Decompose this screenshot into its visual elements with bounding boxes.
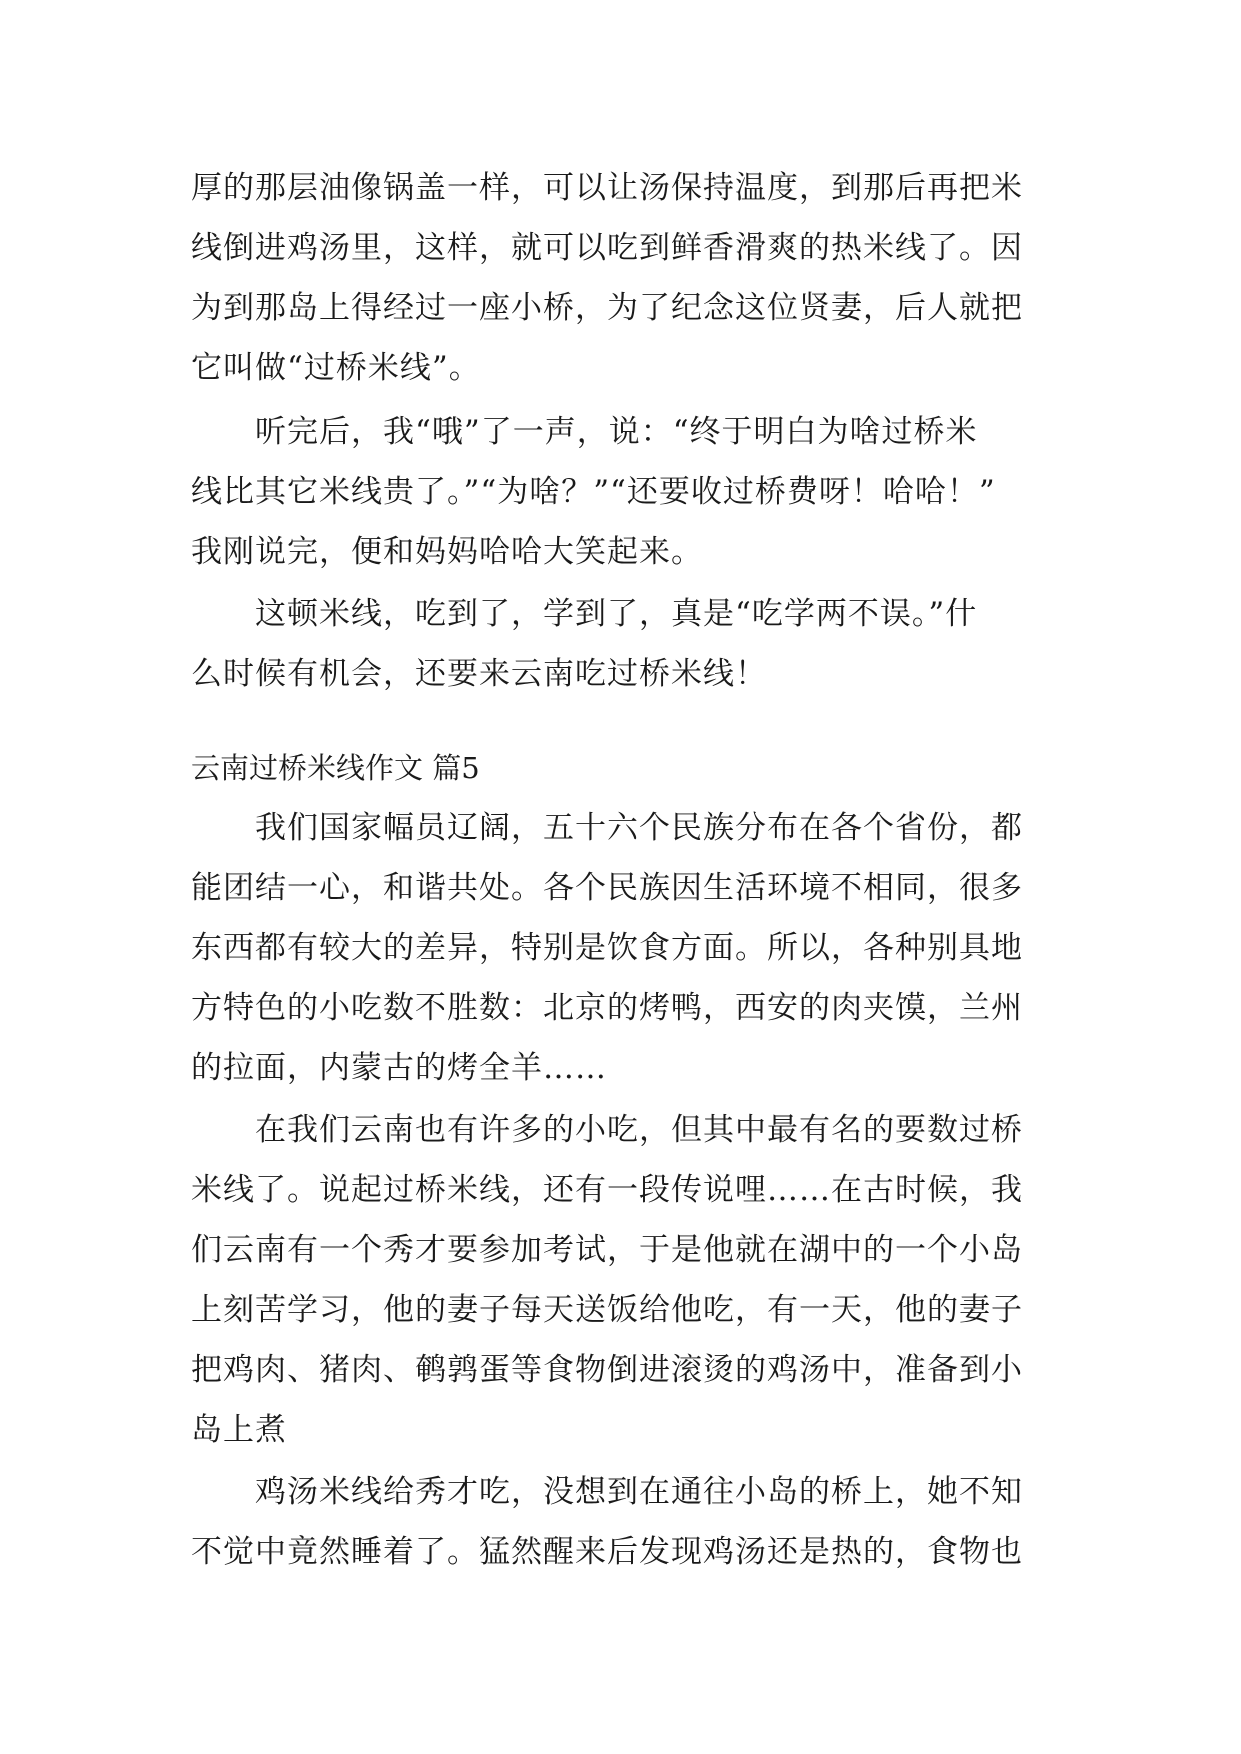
text-line: 方特色的小吃数不胜数：北京的烤鸭，西安的肉夹馍，兰州 [191, 990, 1023, 1026]
paragraph [191, 402, 1051, 582]
text-line: 米线了。说起过桥米线，还有一段传说哩……在古时候，我 [191, 1172, 1023, 1208]
text-line: 线倒进鸡汤里，这样，就可以吃到鲜香滑爽的热米线了。因 [191, 230, 1023, 266]
text-line: 不觉中竟然睡着了。猛然醒来后发现鸡汤还是热的，食物也 [191, 1534, 1023, 1570]
text-line: 在我们云南也有许多的小吃，但其中最有名的要数过桥 [191, 1112, 1023, 1148]
text-line: 么时候有机会，还要来云南吃过桥米线！ [191, 656, 767, 692]
text-line: 岛上煮 [191, 1412, 287, 1448]
text-line: 我们国家幅员辽阔，五十六个民族分布在各个省份，都 [191, 810, 1023, 846]
text-line: 上刻苦学习，他的妻子每天送饭给他吃，有一天，他的妻子 [191, 1292, 1023, 1328]
section-heading [191, 738, 1051, 798]
text-line: 把鸡肉、猪肉、鹌鹑蛋等食物倒进滚烫的鸡汤中，准备到小 [191, 1352, 1023, 1388]
paragraph [191, 798, 1051, 1098]
text-line: 东西都有较大的差异，特别是饮食方面。所以，各种别具地 [191, 930, 1023, 966]
text-line: 们云南有一个秀才要参加考试，于是他就在湖中的一个小岛 [191, 1232, 1023, 1268]
text-line: 为到那岛上得经过一座小桥，为了纪念这位贤妻，后人就把 [191, 290, 1023, 326]
text-line: 能团结一心，和谐共处。各个民族因生活环境不相同，很多 [191, 870, 1023, 906]
text-line: 它叫做“过桥米线”。 [191, 350, 481, 386]
paragraph [191, 1100, 1051, 1460]
paragraph-continued [191, 158, 1051, 398]
text-line: 线比其它米线贵了。”“为啥？”“还要收过桥费呀！哈哈！” [191, 474, 996, 510]
paragraph [191, 1462, 1051, 1582]
text-line: 听完后，我“哦”了一声，说：“终于明白为啥过桥米 [191, 414, 978, 450]
paragraph [191, 584, 1051, 704]
text-line: 的拉面，内蒙古的烤全羊…… [191, 1050, 607, 1086]
section-title: 云南过桥米线作文 篇5 [191, 751, 480, 785]
text-line: 我刚说完，便和妈妈哈哈大笑起来。 [191, 534, 703, 570]
text-line: 鸡汤米线给秀才吃，没想到在通往小岛的桥上，她不知 [191, 1474, 1023, 1510]
text-line: 这顿米线，吃到了，学到了，真是“吃学两不误。”什 [191, 596, 978, 632]
text-line: 厚的那层油像锅盖一样，可以让汤保持温度，到那后再把米 [191, 170, 1023, 206]
